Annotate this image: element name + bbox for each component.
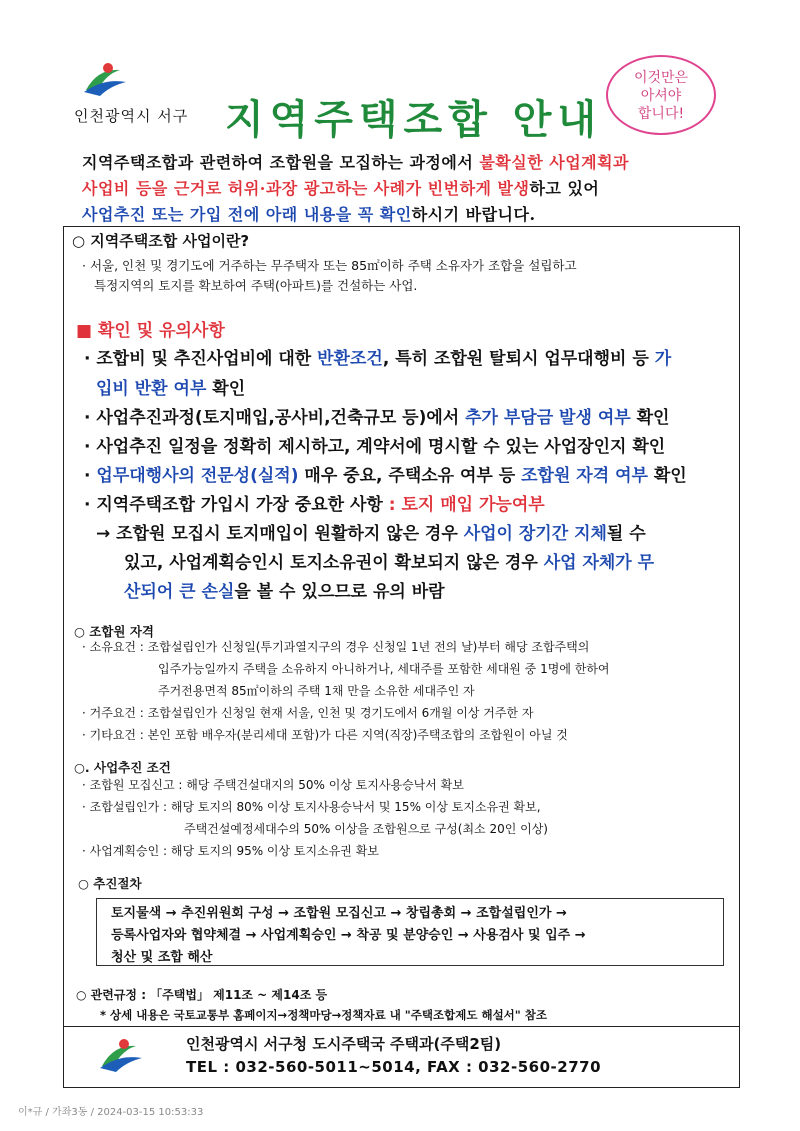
- regulation-line: ○ 관련규정 : 「주택법」 제11조 ~ 제14조 등: [76, 988, 328, 1002]
- condition-line: · 조합설립인가 : 해당 토지의 80% 이상 토지사용승낙서 및 15% 이상 토지소유권 확보,: [82, 800, 541, 814]
- overview-line: · 서울, 인천 및 경기도에 거주하는 무주택자 또는 85㎡이하 주택 소유자가 조합을 설립하고: [82, 258, 577, 273]
- seo-gu-logo-icon: [80, 60, 130, 100]
- bubble-line: 합니다!: [637, 106, 685, 122]
- checklist-item: · 조합비 및 추진사업비에 대한 반환조건, 특히 조합원 탈퇴시 업무대행비 등 가: [84, 349, 672, 369]
- bubble-line: 아셔야: [640, 88, 682, 104]
- print-stamp: 이*규 / 가좌3동 / 2024-03-15 10:53:33: [18, 1107, 204, 1118]
- notice-bubble: [606, 55, 716, 135]
- intro-text: 하시기 바랍니다.: [411, 205, 536, 224]
- checklist-item: · 사업추진과정(토지매입,공사비,건축규모 등)에서 추가 부담금 발생 여부 확인: [84, 408, 670, 428]
- intro-highlight: 사업추진 또는 가입 전에 아래 내용을 꼭 확인: [82, 205, 412, 224]
- intro-text: 하고 있어: [529, 179, 600, 198]
- eligibility-line: · 기타요건 : 본인 포함 배우자(분리세대 포함)가 다른 지역(직장)주택조합의 조합원이 아닐 것: [82, 728, 568, 742]
- checklist-item: · 업무대행사의 전문성(실적) 매우 중요, 주택소유 여부 등 조합원 자격 여부 확인: [84, 466, 687, 486]
- org-name: 인천광역시 서구: [74, 107, 189, 125]
- eligibility-line: 입주가능일까지 주택을 소유하지 아니하거나, 세대주를 포함한 세대원 중 1명에 한하여: [158, 662, 610, 676]
- checklist-item-cont: 입비 반환 여부 확인: [96, 379, 246, 399]
- intro-text: 지역주택조합과 관련하여 조합원을 모집하는 과정에서: [82, 153, 480, 172]
- procedure-line: 등록사업자와 협약체결 → 사업계획승인 → 착공 및 분양승인 → 사용검사 및 입주 →: [111, 928, 586, 943]
- overview-line: 특정지역의 토지를 확보하여 주택(아파트)를 건설하는 사업.: [94, 278, 418, 293]
- procedure-box: [96, 898, 724, 966]
- section-heading-overview: ○ 지역주택조합 사업이란?: [72, 232, 250, 250]
- page-title: 지역주택조합 안내: [225, 96, 603, 143]
- procedure-line: 청산 및 조합 해산: [111, 950, 213, 965]
- checklist-warning: → 조합원 모집시 토지매입이 원활하지 않은 경우 사업이 장기간 지체될 수: [96, 524, 646, 544]
- contact-numbers: TEL : 032-560-5011~5014, FAX : 032-560-2770: [186, 1058, 602, 1076]
- intro-highlight: 사업비 등을 근거로 허위·과장 광고하는 사례가 빈번하게 발생: [82, 179, 530, 198]
- condition-line: 주택건설예정세대수의 50% 이상을 조합원으로 구성(최소 20인 이상): [184, 822, 548, 836]
- eligibility-line: · 거주요건 : 조합설립인가 신청일 현재 서울, 인천 및 경기도에서 6개월 이상 거주한 자: [82, 706, 534, 720]
- checklist-item: · 지역주택조합 가입시 가장 중요한 사항 : 토지 매입 가능여부: [84, 495, 545, 515]
- seo-gu-logo-icon: [86, 1036, 156, 1076]
- checklist-warning-cont: 산되어 큰 손실을 볼 수 있으므로 유의 바람: [124, 582, 445, 602]
- condition-line: · 사업계획승인 : 해당 토지의 95% 이상 토지소유권 확보: [82, 844, 379, 858]
- checklist-item: · 사업추진 일정을 정확히 제시하고, 계약서에 명시할 수 있는 사업장인지 확인: [84, 437, 666, 457]
- eligibility-line: 주거전용면적 85㎡이하의 주택 1채 만을 소유한 세대주인 자: [158, 684, 475, 698]
- section-heading-conditions: ○. 사업추진 조건: [74, 760, 171, 775]
- section-heading-procedure: ○ 추진절차: [78, 876, 142, 891]
- department-name: 인천광역시 서구청 도시주택국 주택과(주택2팀): [186, 1035, 502, 1053]
- condition-line: · 조합원 모집신고 : 해당 주택건설대지의 50% 이상 토지사용승낙서 확보: [82, 778, 464, 792]
- regulation-note: * 상세 내용은 국토교통부 홈페이지→정책마당→정책자료 내 "주택조합제도 해설서" 참조: [100, 1008, 547, 1022]
- section-heading-eligibility: ○ 조합원 자격: [74, 624, 154, 639]
- procedure-line: 토지물색 → 추진위원회 구성 → 조합원 모집신고 → 창립총회 → 조합설립인가 →: [111, 906, 567, 921]
- intro-highlight: 불확실한 사업계획과: [479, 153, 630, 172]
- eligibility-line: · 소유요건 : 조합설립인가 신청일(투기과열지구의 경우 신청일 1년 전의 날)부터 해당 조합주택의: [82, 640, 590, 654]
- section-heading-checklist: ■ 확인 및 유의사항: [76, 321, 225, 341]
- intro-paragraph: [82, 150, 742, 228]
- bubble-line: 이것만은: [633, 70, 689, 86]
- checklist-warning-cont: 있고, 사업계획승인시 토지소유권이 확보되지 않은 경우 사업 자체가 무: [124, 553, 655, 573]
